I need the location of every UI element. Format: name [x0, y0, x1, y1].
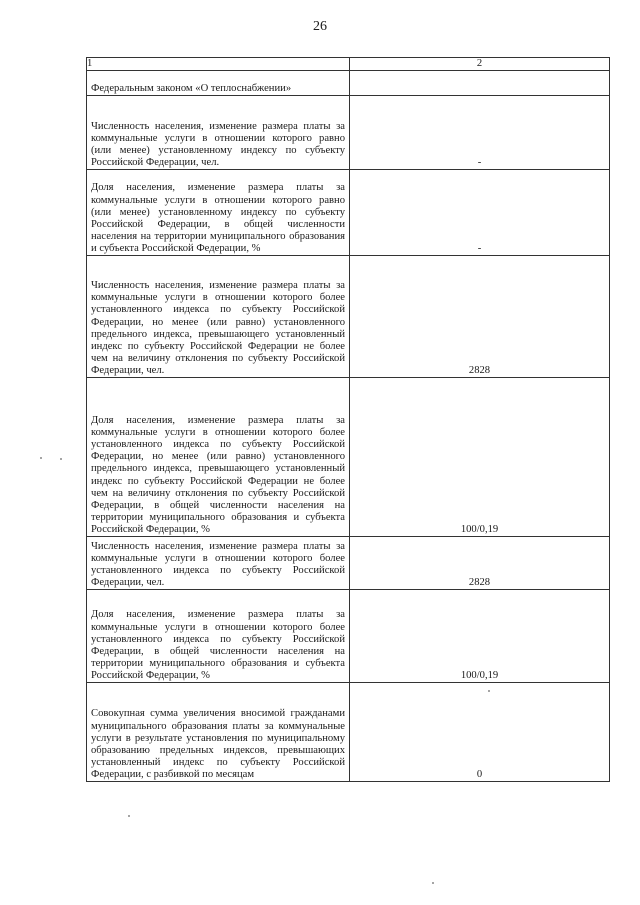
table-row — [87, 378, 610, 537]
table-row — [87, 170, 610, 256]
table-row — [87, 590, 610, 683]
table-row — [87, 71, 610, 96]
table-row — [87, 683, 610, 782]
column-header-2: 2 — [350, 58, 610, 71]
row-label: Численность населения, изменение размера платы за коммунальные услуги в отношении которого более установленного индекса по субъекту Российской Федерации, но менее (или равно) установленного предельного индекса, превышающего установленный индекс по субъекту Российской Федерации не более чем на величину отклонения по субъекту Российской Федерации, чел. — [87, 256, 350, 378]
row-label: Доля населения, изменение размера платы за коммунальные услуги в отношении которого более установленного индекса по субъекту Российской Федерации, но менее (или равно) установленного предельного индекса, превышающего установленный индекс по субъекту Российской Федерации не более чем на величину отклонения по субъекту Российской Федерации, в общей численности населения на территории муниципального образования и субъекта Российской Федерации, % — [87, 378, 350, 537]
row-value — [350, 71, 610, 96]
row-value: - — [350, 170, 610, 256]
row-value: 2828 — [350, 256, 610, 378]
scan-speck — [432, 882, 434, 884]
row-label: Численность населения, изменение размера платы за коммунальные услуги в отношении которого более установленного индекса по субъекту Российской Федерации, чел. — [87, 537, 350, 590]
scan-speck — [128, 815, 130, 817]
page-number: 26 — [313, 19, 327, 34]
row-label: Федеральным законом «О теплоснабжении» — [87, 71, 350, 96]
table-header-row — [87, 58, 610, 71]
row-value: 100/0,19 — [350, 590, 610, 683]
data-table — [86, 57, 610, 782]
row-label: Доля населения, изменение размера платы за коммунальные услуги в отношении которого равно (или менее) установленному индексу по субъекту Российской Федерации, в общей численности населения на территории муниципального образования и субъекта Российской Федерации, % — [87, 170, 350, 256]
table-row — [87, 256, 610, 378]
table-row — [87, 537, 610, 590]
row-label: Доля населения, изменение размера платы за коммунальные услуги в отношении которого более установленного индекса по субъекту Российской Федерации, в общей численности населения на территории муниципального образования и субъекта Российской Федерации, % — [87, 590, 350, 683]
scan-speck — [488, 690, 490, 692]
scan-speck — [60, 458, 62, 460]
row-label: Совокупная сумма увеличения вносимой гражданами муниципального образования платы за коммунальные услуги в результате установления по муниципальному образованию предельных индексов, превышающих установленный индекс по субъекту Российской Федерации, с разбивкой по месяцам — [87, 683, 350, 782]
row-value: 2828 — [350, 537, 610, 590]
row-value: - — [350, 96, 610, 170]
table-row — [87, 96, 610, 170]
row-value: 100/0,19 — [350, 378, 610, 537]
scan-speck — [40, 457, 42, 459]
row-label: Численность населения, изменение размера платы за коммунальные услуги в отношении которого равно (или менее) установленному индексу по субъекту Российской Федерации, чел. — [87, 96, 350, 170]
column-header-1: 1 — [87, 58, 350, 71]
row-value: 0 — [350, 683, 610, 782]
